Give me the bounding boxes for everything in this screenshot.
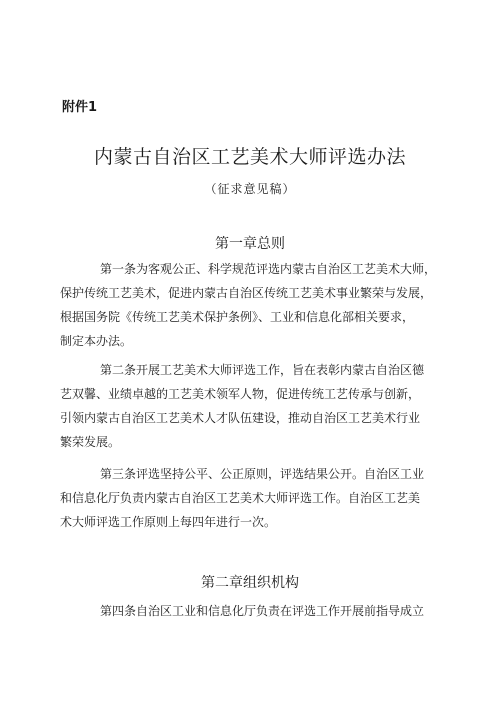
article-3 — [60, 462, 450, 534]
article-2-line-2: 艺双馨、业绩卓越的工艺美术领军人物，促进传统工艺传承与创新， — [60, 387, 421, 401]
article-1 — [60, 257, 450, 353]
chapter-heading-2: 第二章组织机构 — [201, 575, 299, 591]
article-2-line-1: 第二条开展工艺美术大师评选工作，旨在表彰内蒙古自治区德 — [100, 363, 425, 377]
article-3-line-2: 和信息化厅负责内蒙古自治区工艺美术大师评选工作。自治区工艺美 — [60, 491, 421, 505]
document-subtitle: （征求意见稿） — [204, 182, 296, 196]
document-title: 内蒙古自治区工艺美术大师评选办法 — [93, 146, 406, 168]
article-2-line-4: 繁荣发展。 — [60, 435, 121, 449]
article-1-line-2: 保护传统工艺美术，促进内蒙古自治区传统工艺美术事业繁荣与发展， — [60, 286, 433, 300]
article-4 — [80, 599, 450, 623]
article-2 — [60, 358, 450, 454]
article-2-line-3: 引领内蒙古自治区工艺美术人才队伍建设，推动自治区工艺美术行业 — [60, 411, 421, 425]
article-1-line-1: 第一条为客观公正、科学规范评选内蒙古自治区工艺美术大师， — [100, 262, 437, 276]
article-1-line-4: 制定本办法。 — [60, 334, 133, 348]
article-1-line-3: 根据国务院《传统工艺美术保护条例》、工业和信息化部相关要求， — [60, 310, 415, 324]
article-3-line-1: 第三条评选坚持公平、公正原则，评选结果公开。自治区工业 — [100, 467, 425, 481]
chapter-heading-1: 第一章总则 — [215, 236, 285, 252]
article-4-line-1: 第四条自治区工业和信息化厅负责在评选工作开展前指导成立 — [100, 604, 425, 618]
attachment-label: 附件1 — [62, 100, 98, 115]
article-3-line-3: 术大师评选工作原则上每四年进行一次。 — [60, 515, 277, 529]
